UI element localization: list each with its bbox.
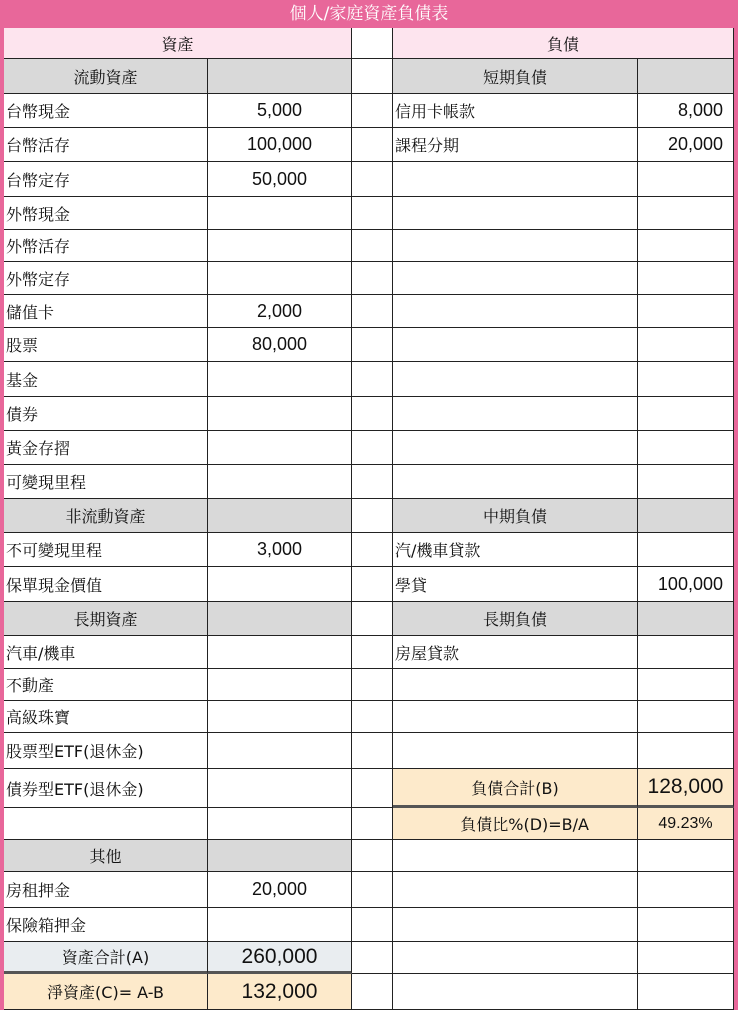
section-long-term-assets: 長期資產 (4, 602, 208, 636)
asset-value (208, 567, 352, 602)
empty-cell (208, 808, 352, 840)
section-current-assets: 流動資產 (4, 59, 208, 94)
section-non-current-assets: 非流動資產 (4, 499, 208, 533)
asset-label: 高級珠寶 (4, 701, 208, 733)
spacer-cell (352, 769, 393, 808)
liability-value: 20,000 (638, 128, 734, 162)
asset-value (208, 431, 352, 465)
asset-value: 5,000 (208, 94, 352, 128)
empty-cell (638, 974, 734, 1010)
empty-cell (393, 197, 638, 230)
liability-label: 學貸 (393, 567, 638, 602)
asset-label: 保單現金價值 (4, 567, 208, 602)
asset-value (208, 397, 352, 431)
empty-cell (393, 840, 638, 872)
empty-cell (393, 262, 638, 295)
section-value-cell (638, 59, 734, 94)
empty-cell (393, 162, 638, 197)
empty-cell (393, 942, 638, 974)
spacer-cell (352, 840, 393, 872)
asset-value (208, 197, 352, 230)
asset-value (208, 769, 352, 808)
empty-cell (393, 908, 638, 942)
empty-cell (393, 669, 638, 701)
liabilities-header: 負債 (393, 28, 734, 59)
empty-cell (393, 397, 638, 431)
empty-cell (638, 942, 734, 974)
debt-ratio-value: 49.23% (638, 808, 734, 840)
spacer-cell (352, 499, 393, 533)
asset-value: 2,000 (208, 295, 352, 328)
asset-label: 外幣現金 (4, 197, 208, 230)
liability-value (638, 533, 734, 567)
spacer-cell (352, 128, 393, 162)
asset-value: 100,000 (208, 128, 352, 162)
empty-cell (638, 840, 734, 872)
asset-label: 台幣定存 (4, 162, 208, 197)
asset-label: 債券型ETF(退休金) (4, 769, 208, 808)
empty-cell (638, 230, 734, 262)
section-value-cell (208, 499, 352, 533)
asset-label: 股票 (4, 328, 208, 362)
liability-label: 汽/機車貸款 (393, 533, 638, 567)
spacer-cell (352, 295, 393, 328)
asset-value (208, 362, 352, 397)
asset-label: 外幣定存 (4, 262, 208, 295)
empty-cell (638, 295, 734, 328)
empty-cell (638, 328, 734, 362)
spacer-cell (352, 431, 393, 465)
empty-cell (393, 872, 638, 908)
asset-label: 台幣活存 (4, 128, 208, 162)
spacer-cell (352, 465, 393, 499)
empty-cell (393, 328, 638, 362)
spacer-cell (352, 602, 393, 636)
spacer-cell (352, 328, 393, 362)
empty-cell (393, 230, 638, 262)
empty-cell (393, 295, 638, 328)
net-assets-label: 淨資產(C)= A-B (4, 974, 208, 1010)
liability-value (638, 636, 734, 669)
section-short-term-liabilities: 短期負債 (393, 59, 638, 94)
liability-label: 房屋貸款 (393, 636, 638, 669)
empty-cell (638, 397, 734, 431)
spacer-cell (352, 567, 393, 602)
empty-cell (638, 908, 734, 942)
empty-cell (638, 733, 734, 769)
section-value-cell (208, 602, 352, 636)
spacer-cell (352, 397, 393, 431)
asset-label: 汽車/機車 (4, 636, 208, 669)
liability-label: 課程分期 (393, 128, 638, 162)
asset-label: 保險箱押金 (4, 908, 208, 942)
spacer-cell (352, 59, 393, 94)
asset-label: 房租押金 (4, 872, 208, 908)
empty-cell (638, 872, 734, 908)
liabilities-total-label: 負債合計(B) (393, 769, 638, 808)
spacer-cell (352, 636, 393, 669)
empty-cell (638, 465, 734, 499)
empty-cell (638, 701, 734, 733)
asset-label: 股票型ETF(退休金) (4, 733, 208, 769)
asset-value (208, 230, 352, 262)
empty-cell (638, 669, 734, 701)
section-value-cell (638, 499, 734, 533)
empty-cell (638, 197, 734, 230)
asset-value (208, 262, 352, 295)
spacer-cell (352, 162, 393, 197)
liabilities-total-value: 128,000 (638, 769, 734, 808)
assets-total-value: 260,000 (208, 942, 352, 974)
asset-value: 20,000 (208, 872, 352, 908)
asset-label: 黃金存摺 (4, 431, 208, 465)
asset-value (208, 636, 352, 669)
assets-header: 資產 (4, 28, 352, 59)
sheet-title: 個人/家庭資產負債表 (289, 4, 449, 24)
debt-ratio-label: 負債比%(D)=B/A (393, 808, 638, 840)
spacer-cell (352, 908, 393, 942)
asset-label: 台幣現金 (4, 94, 208, 128)
spacer-cell (352, 733, 393, 769)
empty-cell (638, 262, 734, 295)
asset-value: 80,000 (208, 328, 352, 362)
spacer-cell (352, 669, 393, 701)
empty-cell (638, 431, 734, 465)
asset-label: 基金 (4, 362, 208, 397)
section-long-term-liabilities: 長期負債 (393, 602, 638, 636)
net-assets-value: 132,000 (208, 974, 352, 1010)
empty-cell (638, 162, 734, 197)
empty-cell (393, 362, 638, 397)
section-mid-term-liabilities: 中期負債 (393, 499, 638, 533)
spacer-cell (352, 94, 393, 128)
asset-label: 債券 (4, 397, 208, 431)
asset-label: 儲值卡 (4, 295, 208, 328)
spacer-cell (352, 362, 393, 397)
empty-cell (393, 733, 638, 769)
spacer-cell (352, 808, 393, 840)
spacer-cell (352, 974, 393, 1010)
spacer-cell (352, 872, 393, 908)
spacer-cell (352, 28, 393, 59)
liability-label: 信用卡帳款 (393, 94, 638, 128)
spacer-cell (352, 262, 393, 295)
asset-label: 外幣活存 (4, 230, 208, 262)
spacer-cell (352, 197, 393, 230)
empty-cell (393, 431, 638, 465)
spacer-cell (352, 533, 393, 567)
asset-label: 不動產 (4, 669, 208, 701)
asset-value: 50,000 (208, 162, 352, 197)
asset-value (208, 733, 352, 769)
asset-value (208, 465, 352, 499)
asset-value (208, 908, 352, 942)
section-value-cell (638, 602, 734, 636)
empty-cell (393, 974, 638, 1010)
asset-value (208, 669, 352, 701)
asset-label: 不可變現里程 (4, 533, 208, 567)
section-value-cell (208, 840, 352, 872)
assets-total-label: 資產合計(A) (4, 942, 208, 974)
empty-cell (638, 362, 734, 397)
spacer-cell (352, 701, 393, 733)
asset-value (208, 701, 352, 733)
spacer-cell (352, 230, 393, 262)
asset-value: 3,000 (208, 533, 352, 567)
section-other: 其他 (4, 840, 208, 872)
empty-cell (393, 465, 638, 499)
empty-cell (393, 701, 638, 733)
liability-value: 100,000 (638, 567, 734, 602)
spacer-cell (352, 942, 393, 974)
balance-sheet-grid (4, 28, 734, 1010)
liability-value: 8,000 (638, 94, 734, 128)
section-value-cell (208, 59, 352, 94)
asset-label: 可變現里程 (4, 465, 208, 499)
empty-cell (4, 808, 208, 840)
